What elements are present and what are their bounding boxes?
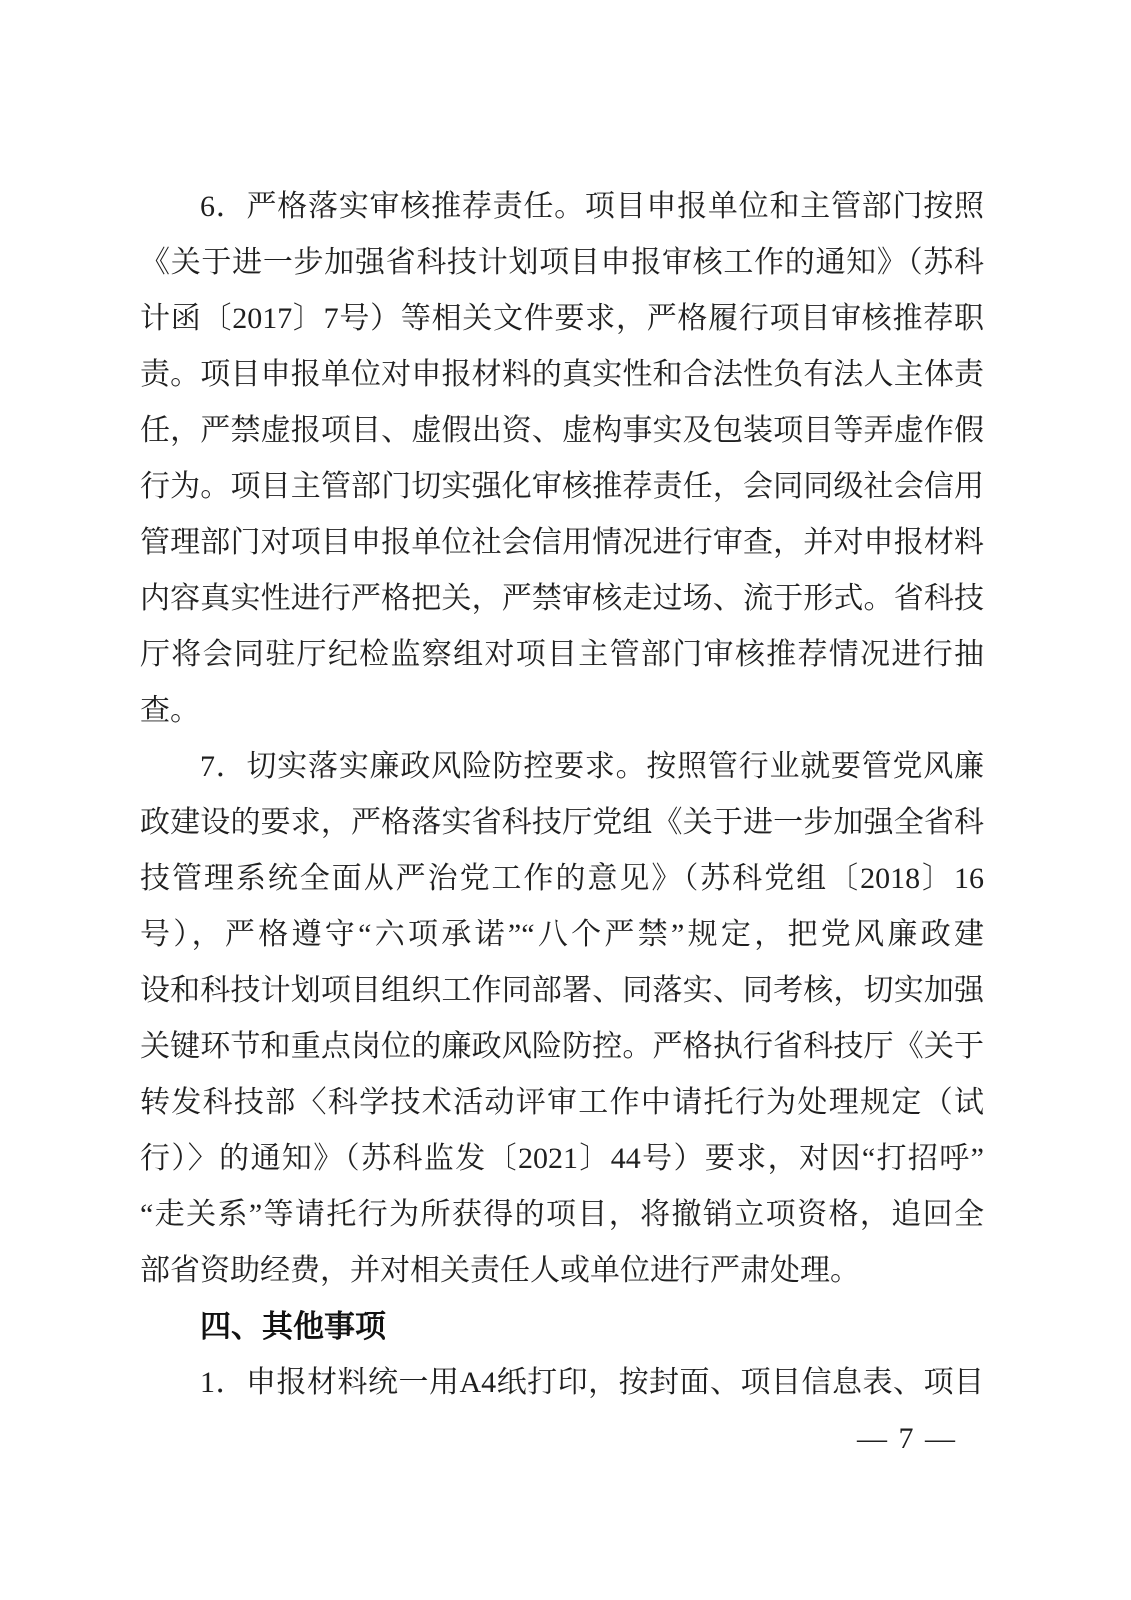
paragraph-line: 部省资助经费，并对相关责任人或单位进行严肃处理。 — [140, 1254, 860, 1287]
paragraph-line: 责。项目申报单位对申报材料的真实性和合法性负有法人主体责 — [140, 358, 984, 391]
paragraph-line: 6．严格落实审核推荐责任。项目申报单位和主管部门按照 — [200, 190, 984, 223]
paragraph-line: 行）〉的通知》（苏科监发〔2021〕44号）要求，对因“打招呼” — [140, 1142, 984, 1175]
paragraph-line: 任，严禁虚报项目、虚假出资、虚构事实及包装项目等弄虚作假 — [140, 414, 984, 447]
paragraph-line: 设和科技计划项目组织工作同部署、同落实、同考核，切实加强 — [140, 974, 984, 1007]
paragraph-line: 《关于进一步加强省科技计划项目申报审核工作的通知》（苏科 — [140, 246, 984, 279]
paragraph-line: 1．申报材料统一用A4纸打印，按封面、项目信息表、项目 — [200, 1366, 984, 1399]
paragraph-line: 7．切实落实廉政风险防控要求。按照管行业就要管党风廉 — [200, 750, 984, 783]
paragraph-line: 政建设的要求，严格落实省科技厅党组《关于进一步加强全省科 — [140, 806, 984, 839]
paragraph-line: 关键环节和重点岗位的廉政风险防控。严格执行省科技厅《关于 — [140, 1030, 984, 1063]
page-number: — 7 — — [857, 1422, 957, 1455]
paragraph-line: 内容真实性进行严格把关，严禁审核走过场、流于形式。省科技 — [140, 582, 984, 615]
paragraph-line: 号），严格遵守“六项承诺”“八个严禁”规定，把党风廉政建 — [140, 918, 984, 951]
document-body — [140, 179, 984, 1411]
paragraph-line: 管理部门对项目申报单位社会信用情况进行审查，并对申报材料 — [140, 526, 984, 559]
paragraph-line: 厅将会同驻厅纪检监察组对项目主管部门审核推荐情况进行抽 — [140, 638, 984, 671]
paragraph-line: 计函〔2017〕7号）等相关文件要求，严格履行项目审核推荐职 — [140, 302, 984, 335]
paragraph-line: 转发科技部〈科学技术活动评审工作中请托行为处理规定（试 — [140, 1086, 984, 1119]
paragraph-line: 行为。项目主管部门切实强化审核推荐责任，会同同级社会信用 — [140, 470, 984, 503]
paragraph-line: 技管理系统全面从严治党工作的意见》（苏科党组〔2018〕16 — [140, 862, 984, 895]
paragraph-line: “走关系”等请托行为所获得的项目，将撤销立项资格，追回全 — [140, 1198, 984, 1231]
paragraph-line: 查。 — [140, 694, 200, 727]
section-heading: 四、其他事项 — [200, 1309, 386, 1344]
